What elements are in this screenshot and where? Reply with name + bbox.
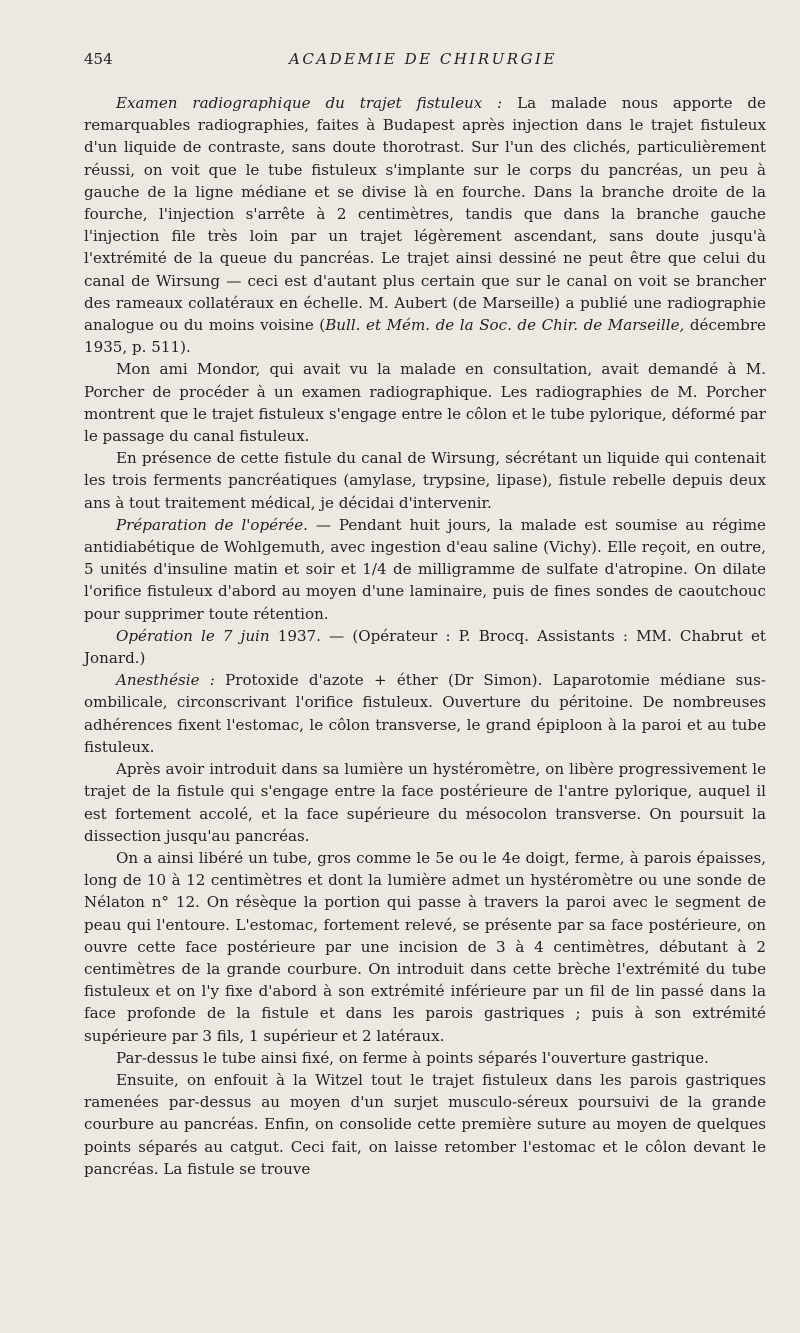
section-lead: Examen radiographique du trajet fistuleux : <box>116 94 503 112</box>
section-lead: Anesthésie : <box>116 671 215 690</box>
section-lead: Préparation de l'opérée. <box>116 515 308 534</box>
paragraph-text: 1937. — (Opérateur : P. Brocq. Assistants : MM. Chabrut et Jonard.) <box>84 626 766 668</box>
paragraph-text: Après avoir introduit dans sa lumière un hystéromètre, on libère progressivement le trajet de la fistule qui s'engage entre la face postérieure de l'antre pylorique, auquel il est fortement accolé, et la face supérieure du mésocolon transverse. On poursuit la dissection jusqu'au pancréas. <box>84 760 766 845</box>
paragraph-text: Protoxide d'azote + éther (Dr Simon). Laparotomie médiane sus-ombilicale, circonscrivant l'orifice fistuleux. Ouverture du péritoine. De nombreuses adhérences fixent l'estomac, le côlon transverse, le grand épiploon à la paroi et au tube fistuleux. <box>84 671 766 756</box>
paragraph-text: Ensuite, on enfouit à la Witzel tout le trajet fistuleux dans les parois gastriques ramenées par-dessus au moyen d'un surjet musculo-séreux poursuivi de la grande courbure au pancréas. Enfin, on consolide cette première suture au moyen de quelques points séparés au catgut. Ceci fait, on laisse retomber l'estomac et le côlon devant le pancréas. La fistule se trouve <box>84 1070 766 1178</box>
paragraph-text: — Pendant huit jours, la malade est soumise au régime antidiabétique de Wohlgemuth, avec ingestion d'eau saline (Vichy). Elle reçoit, en outre, 5 unités d'insuline matin et soir et 1/4 de milligramme de sulfate d'atropine. On dilate l'orifice fistuleux d'abord au moyen d'une laminaire, puis de fines sondes de caoutchouc pour supprimer toute rétention. <box>84 515 766 623</box>
journal-title: ACADEMIE DE CHIRURGIE <box>289 50 557 68</box>
body-text <box>84 92 766 1180</box>
paragraph-text: Mon ami Mondor, qui avait vu la malade en consultation, avait demandé à M. Porcher de procéder à un examen radiographique. Les radiographies de M. Porcher montrent que le trajet fistuleux s'engage entre le côlon et le tube pylorique, déformé par le passage du canal fistuleux. <box>84 360 766 446</box>
running-head <box>84 50 766 74</box>
paragraph-closure <box>84 1047 766 1069</box>
paragraph-tube <box>84 847 766 1047</box>
paragraph-radiographic-exam <box>84 92 766 358</box>
paragraph-text: On a ainsi libéré un tube, gros comme le 5e ou le 4e doigt, ferme, à parois épaisses, long de 10 à 12 centimètres et dont la lumière admet un hystéromètre ou une sonde de Nélaton n° 12. On résèque la portion qui passe à travers la paroi avec le segment de peau qui l'entoure. L'estomac, fortement relevé, se présente par sa face postérieure, on ouvre cette face postérieure par une incision de 3 à 4 centimètres, débutant à 2 centimètres de la grande courbure. On introduit dans cette brèche l'extrémité du tube fistuleux et on l'y fixe d'abord à son extrémité inférieure par un fil de lin passé dans la face profonde de la fistule et dans les parois gastriques ; puis à son extrémité supérieure par 3 fils, 1 supérieur et 2 latéraux. <box>84 848 766 1045</box>
paragraph-mondor <box>84 358 766 447</box>
paragraph-operation <box>84 625 766 669</box>
paragraph-preparation <box>84 514 766 625</box>
citation: Bull. et Mém. de la Soc. de Chir. de Marseille, <box>325 316 685 335</box>
paragraph-dissection <box>84 758 766 847</box>
paragraph-witzel <box>84 1069 766 1180</box>
section-lead: Opération le 7 juin <box>116 626 270 645</box>
paragraph-text: En présence de cette fistule du canal de Wirsung, sécrétant un liquide qui contenait les trois ferments pancréatiques (amylase, trypsine, lipase), fistule rebelle depuis deux ans à tout traitement médical, je décidai d'intervenir. <box>84 449 766 512</box>
paragraph-anesthesia <box>84 669 766 758</box>
paragraph-tail: décembre 1935, p. 511). <box>84 316 766 357</box>
paragraph-text: La malade nous apporte de remarquables radiographies, faites à Budapest après injection dans le trajet fistuleux d'un liquide de contraste, sans doute thorotrast. Sur l'un des clichés, particulièrement réussi, on voit que le tube fistuleux s'implante sur le corps du pancréas, un peu à gauche de la ligne médiane et se divise là en fourche. Dans la branche droite de la fourche, l'injection s'arrête à 2 centimètres, tandis que dans la branche gauche l'injection file très loin par un trajet légèrement ascendant, sans doute jusqu'à l'extrémité de la queue du pancréas. Le trajet ainsi dessiné ne peut être que celui du canal de Wirsung — ceci est d'autant plus certain que sur le canal on voit se brancher des rameaux collatéraux en échelle. M. Aubert (de Marseille) a publié une radiographie analogue ou du moins voisine ( <box>84 94 766 335</box>
paragraph-text: Par-dessus le tube ainsi fixé, on ferme à points séparés l'ouverture gastrique. <box>116 1048 709 1067</box>
paragraph-decision <box>84 447 766 514</box>
page-number: 454 <box>84 50 113 68</box>
